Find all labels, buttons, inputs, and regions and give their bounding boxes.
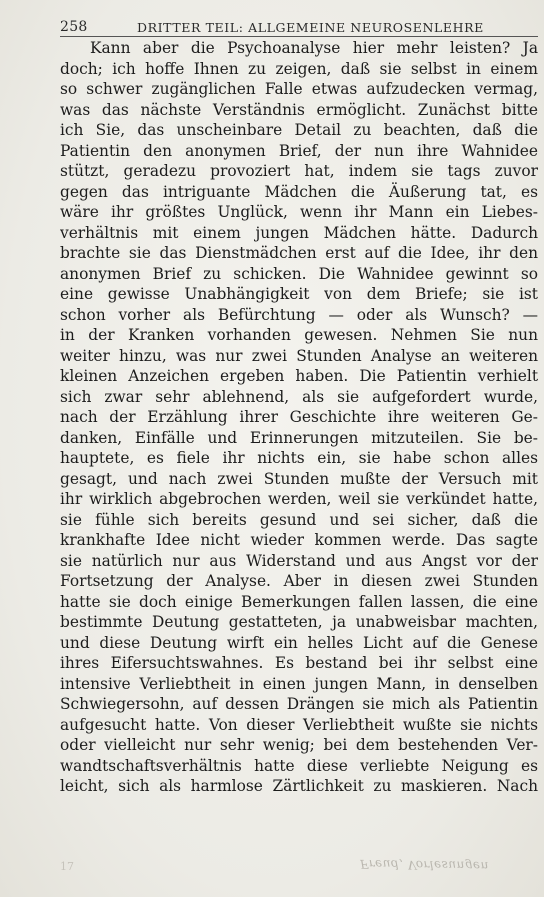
text-line: wandtschaftsverhältnis hatte diese verliebte Neigung es	[60, 756, 538, 775]
text-line: sich zwar sehr ablehnend, als sie aufgefordert wurde,	[60, 387, 538, 406]
text-line: Patientin den anonymen Brief, der nun ihre Wahnidee	[60, 141, 538, 160]
text-line: Fortsetzung der Analyse. Aber in diesen zwei Stunden	[60, 572, 538, 590]
text-line: wäre ihr größtes Unglück, wenn ihr Mann ein Liebes-	[60, 203, 538, 221]
text-line: kleinen Anzeichen ergeben haben. Die Patientin verhielt	[60, 367, 538, 385]
text-line: gegen das intriguante Mädchen die Äußerung tat, es	[60, 182, 538, 201]
text-line: oder vielleicht nur sehr wenig; bei dem bestehenden Ver-	[60, 736, 538, 754]
text-line: und diese Deutung wirft ein helles Licht auf die Genese	[60, 633, 538, 652]
text-line: eine gewisse Unabhängigkeit von dem Briefe; sie ist	[60, 285, 538, 303]
text-line: leicht, sich als harmlose Zärtlichkeit zu maskieren. Nach	[60, 777, 538, 795]
text-line: intensive Verliebtheit in einen jungen Mann, in denselben	[60, 674, 538, 693]
text-line: krankhafte Idee nicht wieder kommen werde. Das sagte	[60, 531, 538, 549]
text-line: sie fühle sich bereits gesund und sei sicher, daß die	[60, 510, 538, 529]
text-line: bestimmte Deutung gestatteten, ja unabweisbar machten,	[60, 613, 538, 631]
text-line: brachte sie das Dienstmädchen erst auf die Idee, ihr den	[60, 244, 538, 262]
text-line: nach der Erzählung ihrer Geschichte ihre weiteren Ge-	[60, 408, 538, 426]
text-line: danken, Einfälle und Erinnerungen mitzuteilen. Sie be-	[60, 428, 538, 447]
text-line: stützt, geradezu provoziert hat, indem sie tags zuvor	[60, 162, 538, 180]
text-line: ihres Eifersuchtswahnes. Es bestand bei ihr selbst eine	[60, 654, 538, 672]
text-line: in der Kranken vorhanden gewesen. Nehmen Sie nun	[60, 326, 538, 344]
text-line: was das nächste Verständnis ermöglicht. Zunächst bitte	[60, 100, 538, 119]
header-rule	[60, 36, 538, 37]
page-number: 258	[60, 19, 88, 35]
text-line: anonymen Brief zu schicken. Die Wahnidee gewinnt so	[60, 264, 538, 283]
text-line: verhältnis mit einem jungen Mädchen hätte. Dadurch	[60, 223, 538, 242]
text-line: aufgesucht hatte. Von dieser Verliebtheit wußte sie nichts	[60, 715, 538, 734]
text-line: Kann aber die Psychoanalyse hier mehr leisten? Ja	[90, 39, 538, 57]
bleed-through-text: Freud, Vorlesungen	[359, 856, 489, 874]
bleed-through-mark: 17	[60, 860, 74, 873]
text-line: sie natürlich nur aus Widerstand und aus Angst vor der	[60, 551, 538, 570]
text-line: gesagt, und nach zwei Stunden mußte der Versuch mit	[60, 469, 538, 488]
text-line: doch; ich hoffe Ihnen zu zeigen, daß sie selbst in einem	[60, 59, 538, 78]
text-line: weiter hinzu, was nur zwei Stunden Analyse an weiteren	[60, 346, 538, 365]
text-line: Schwiegersohn, auf dessen Drängen sie mich als Patientin	[60, 695, 538, 713]
text-line: hauptete, es fiele ihr nichts ein, sie habe schon alles	[60, 449, 538, 467]
text-line: so schwer zugänglichen Falle etwas aufzudecken vermag,	[60, 80, 538, 98]
text-line: hatte sie doch einige Bemerkungen fallen lassen, die eine	[60, 592, 538, 611]
text-line: ich Sie, das unscheinbare Detail zu beachten, daß die	[60, 121, 538, 139]
running-head: DRITTER TEIL: ALLGEMEINE NEUROSENLEHRE	[137, 20, 484, 35]
text-line: schon vorher als Befürchtung — oder als Wunsch? —	[60, 305, 538, 324]
body-text	[60, 38, 538, 797]
text-line: ihr wirklich abgebrochen werden, weil sie verkündet hatte,	[60, 490, 538, 508]
